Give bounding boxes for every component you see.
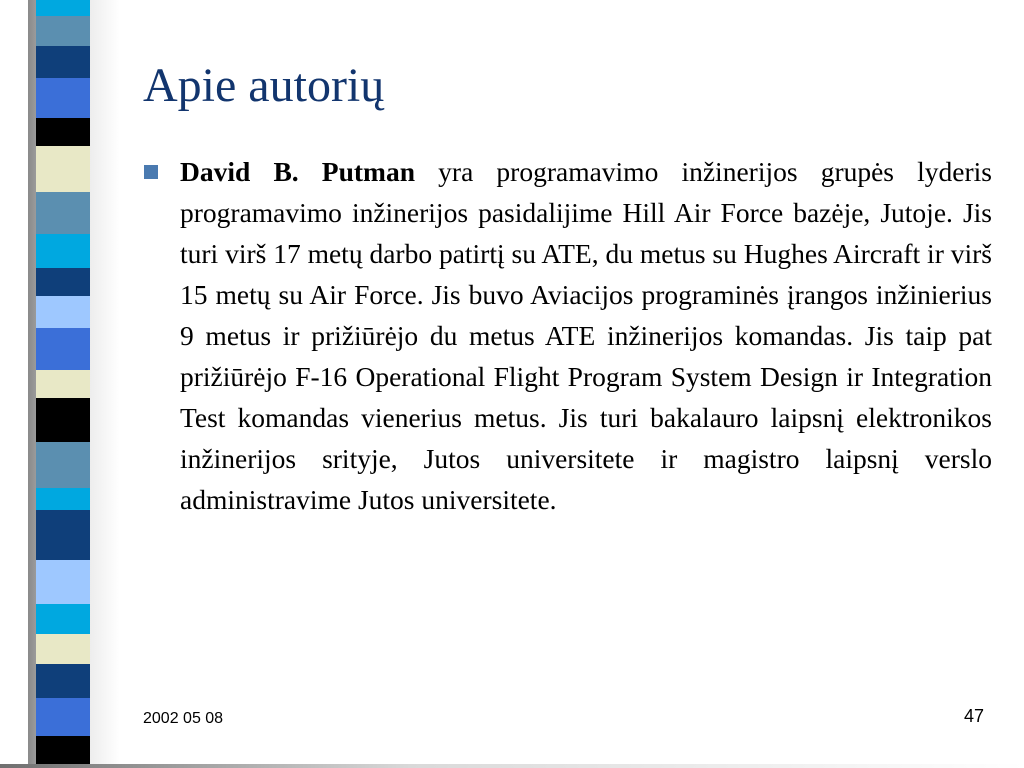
page-number: 47 <box>964 706 985 726</box>
stripe <box>36 398 90 442</box>
bottom-shadow-line <box>0 764 1024 768</box>
body-text: yra programavimo inžinerijos grupės lyderis programavimo inžinerijos pasidalijime Hill Air Force bazėje, Jutoje. Jis turi virš 17 metų darbo patirtį su ATE, du metus su Hughes Aircraft ir virš 15 metų su Air Force. Jis buvo Aviacijos programinės įrangos inžinierius 9 metus ir prižiūrėjo du metus ATE inžinerijos komandas. Jis taip pat prižiūrėjo F-16 Operational Flight Program System Design ir Integration Test komandas vienerius metus. Jis turi bakalauro laipsnį elektronikos inžinerijos srityje, Jutos universitete ir magistro laipsnį verslo administravime Jutos universitete. <box>180 156 992 515</box>
stripe <box>36 118 90 146</box>
stripe <box>36 604 90 634</box>
stripe <box>36 296 90 328</box>
stripe <box>36 488 90 510</box>
stripe <box>36 634 90 664</box>
bullet-square-icon <box>144 165 158 179</box>
stripe <box>36 664 90 698</box>
stripe <box>36 16 90 46</box>
stripe <box>36 192 90 234</box>
stripe <box>36 234 90 268</box>
stripe <box>36 560 90 604</box>
stripe <box>36 328 90 370</box>
author-name: David B. Putman <box>180 156 416 187</box>
decorative-stripe-column <box>36 0 90 768</box>
stripe <box>36 0 90 16</box>
stripe <box>36 510 90 560</box>
footer-date: 2002 05 08 <box>143 710 224 727</box>
stripe <box>36 268 90 296</box>
stripe <box>36 442 90 488</box>
slide-title: Apie autorių <box>143 59 385 112</box>
stripe <box>36 698 90 736</box>
stripe <box>36 78 90 118</box>
body-paragraph <box>180 151 992 520</box>
stripe <box>36 46 90 78</box>
stripe <box>36 146 90 192</box>
stripe <box>36 370 90 398</box>
